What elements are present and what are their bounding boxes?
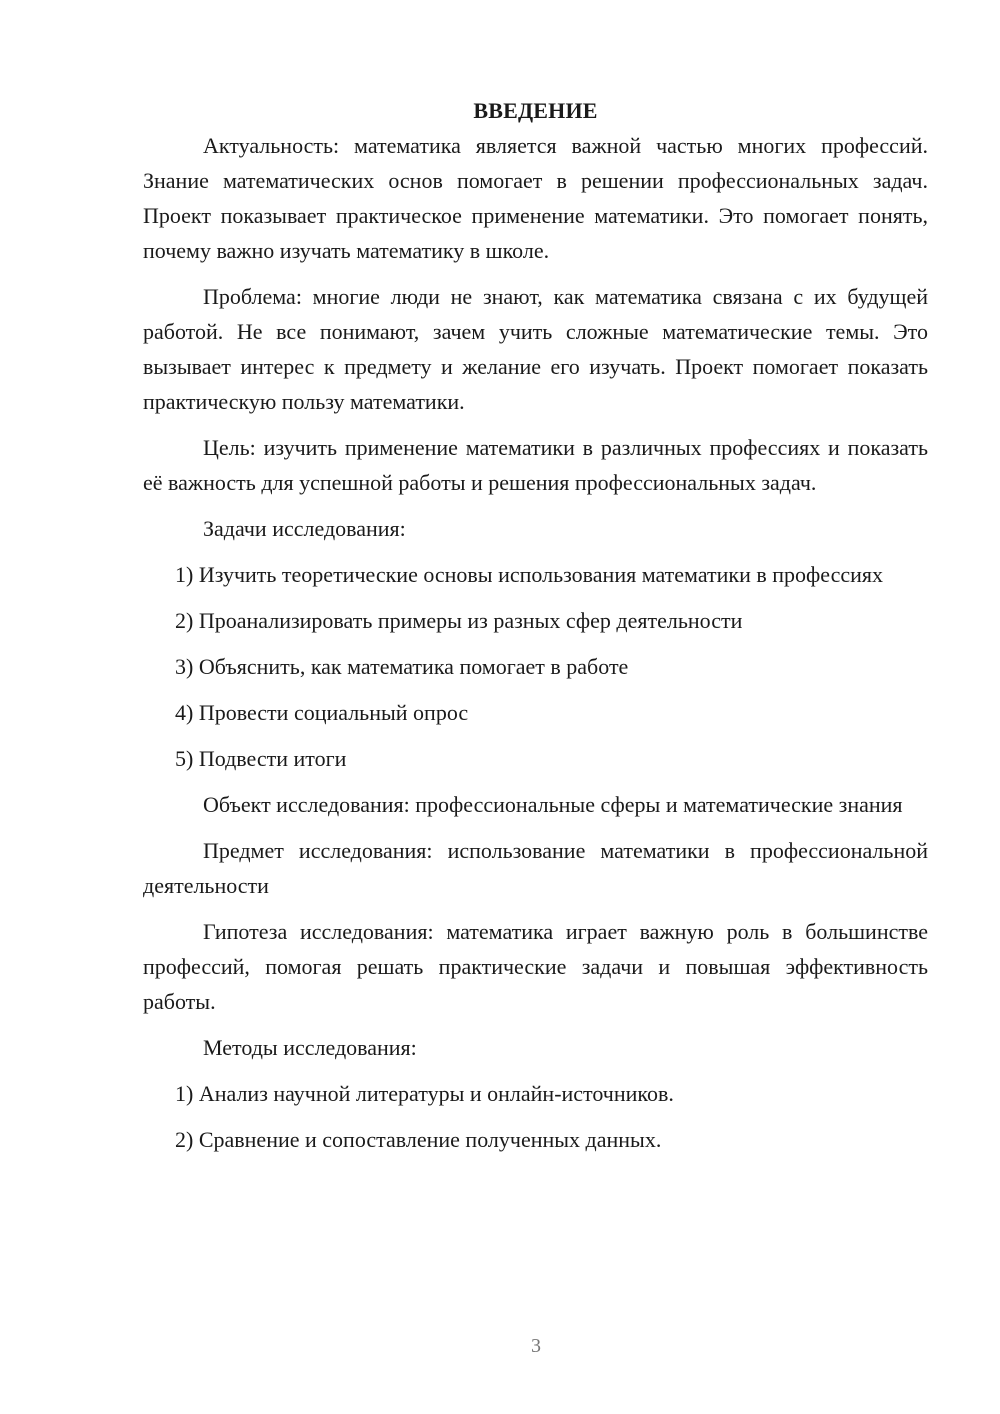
relevance-paragraph: Актуальность: математика является важной частью многих профессий. Знание математических основ помогает в решении профессиональных задач. Проект показывает практическое применение математики. Это помогает понять, почему важно изучать математику в школе. (143, 133, 928, 263)
methods-list (143, 1076, 928, 1157)
list-item: 3) Объяснить, как математика помогает в работе (175, 654, 629, 679)
list-item: 4) Провести социальный опрос (175, 700, 469, 725)
hypothesis-paragraph: Гипотеза исследования: математика играет важную роль в большинстве профессий, помогая решать практические задачи и повышая эффективность работы. (143, 919, 928, 1014)
goal-paragraph: Цель: изучить применение математики в различных профессиях и показать её важность для успешной работы и решения профессиональных задач. (143, 435, 928, 495)
list-item: 2) Проанализировать примеры из разных сфер деятельности (175, 608, 743, 633)
document-body (143, 93, 928, 1157)
tasks-list (143, 557, 928, 776)
methods-label: Методы исследования: (203, 1035, 417, 1060)
list-item: 5) Подвести итоги (175, 746, 347, 771)
list-item: 1) Изучить теоретические основы использования математики в профессиях (175, 562, 884, 587)
section-heading: ВВЕДЕНИЕ (473, 98, 598, 123)
tasks-label: Задачи исследования: (203, 516, 406, 541)
problem-paragraph: Проблема: многие люди не знают, как математика связана с их будущей работой. Не все понимают, зачем учить сложные математические темы. Это вызывает интерес к предмету и желание его изучать. Проект помогает показать практическую пользу математики. (143, 284, 928, 414)
object-paragraph: Объект исследования: профессиональные сферы и математические знания (203, 792, 903, 817)
list-item: 2) Сравнение и сопоставление полученных данных. (175, 1127, 662, 1152)
list-item: 1) Анализ научной литературы и онлайн-источников. (175, 1081, 674, 1106)
page-number: 3 (531, 1335, 541, 1357)
subject-paragraph: Предмет исследования: использование математики в профессиональной деятельности (143, 838, 928, 898)
